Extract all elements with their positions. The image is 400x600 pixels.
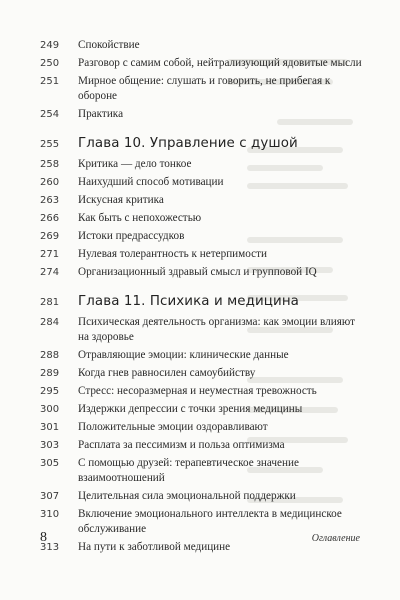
entry-title (78, 384, 370, 399)
entry-page-number: 295 (40, 386, 60, 397)
toc-entry[interactable] (40, 193, 370, 208)
entry-title-line: Искусная критика (78, 194, 164, 206)
entry-title-line: Включение эмоционального интеллекта в медицинское (78, 508, 342, 520)
entry-title-line: Целительная сила эмоциональной поддержки (78, 490, 296, 502)
entry-title (78, 420, 370, 435)
entry-page-number: 301 (40, 422, 60, 433)
entry-title-line: Наихудший способ мотивации (78, 176, 224, 188)
entry-title-line: Психическая деятельность организма: как эмоции влияют (78, 316, 355, 328)
toc-entry[interactable] (40, 366, 370, 381)
entry-page-number: 300 (40, 404, 60, 415)
entry-title-line: На пути к заботливой медицине (78, 541, 231, 553)
running-footer-section: Оглавление (311, 533, 360, 544)
entry-page-number: 303 (40, 440, 60, 451)
entry-page-number: 307 (40, 491, 60, 502)
toc-entry[interactable] (40, 211, 370, 226)
entry-page-number: 249 (40, 40, 60, 51)
entry-page-number: 269 (40, 231, 60, 242)
entry-title (78, 315, 370, 345)
entry-title-line: взаимоотношений (78, 472, 165, 484)
toc-entry[interactable] (40, 107, 370, 122)
toc-entry[interactable] (40, 175, 370, 190)
toc-entry[interactable] (40, 265, 370, 280)
entry-title-line: Издержки депрессии с точки зрения медицины (78, 403, 303, 415)
toc-entry[interactable] (40, 157, 370, 172)
toc-entry[interactable] (40, 348, 370, 363)
toc-entry[interactable] (40, 74, 370, 104)
entry-title (78, 38, 370, 53)
entry-title-line: Стресс: несоразмерная и неуместная тревожность (78, 385, 317, 397)
entry-title (78, 456, 370, 486)
entry-title-line: Разговор с самим собой, нейтрализующий ядовитые мысли (78, 57, 362, 69)
entry-title-line: Мирное общение: слушать и говорить, не прибегая к обороне (78, 75, 331, 102)
entry-title-line: Организационный здравый смысл и групповой IQ (78, 266, 317, 278)
entry-title-line: на здоровье (78, 331, 134, 343)
entry-title-line: Расплата за пессимизм и польза оптимизма (78, 439, 285, 451)
entry-page-number: 305 (40, 458, 60, 469)
entry-title (78, 348, 370, 363)
entry-title-line: Истоки предрассудков (78, 230, 185, 242)
entry-page-number: 258 (40, 159, 60, 170)
toc-entry[interactable] (40, 38, 370, 53)
entry-title (78, 265, 370, 280)
entry-title (78, 438, 370, 453)
entry-title-line: Отравляющие эмоции: клинические данные (78, 349, 289, 361)
entry-page-number: 310 (40, 509, 60, 520)
entry-title (78, 56, 370, 71)
chapter-title: Глава 11. Психика и медицина (78, 294, 299, 309)
entry-page-number: 263 (40, 195, 60, 206)
entry-title (78, 229, 370, 244)
entry-title-line: Положительные эмоции оздоравливают (78, 421, 268, 433)
entry-title (78, 175, 370, 190)
entry-title (78, 107, 370, 122)
entry-page-number: 288 (40, 350, 60, 361)
chapter-heading[interactable] (40, 294, 370, 309)
entry-title-line: обслуживание (78, 523, 147, 535)
table-of-contents (40, 38, 370, 558)
entry-title-line: Практика (78, 108, 124, 120)
toc-entry[interactable] (40, 438, 370, 453)
toc-entry[interactable] (40, 247, 370, 262)
chapter-heading[interactable] (40, 136, 370, 151)
entry-title-line: Как быть с непохожестью (78, 212, 202, 224)
entry-page-number: 313 (40, 542, 60, 553)
toc-entry[interactable] (40, 456, 370, 486)
entry-page-number: 260 (40, 177, 60, 188)
entry-title (78, 489, 370, 504)
entry-page-number: 251 (40, 76, 60, 87)
entry-title-line: Спокойствие (78, 39, 140, 51)
entry-page-number: 250 (40, 58, 60, 69)
toc-entry[interactable] (40, 229, 370, 244)
entry-title (78, 247, 370, 262)
entry-title (78, 402, 370, 417)
entry-page-number: 254 (40, 109, 60, 120)
entry-title (78, 366, 370, 381)
entry-title-line: Критика — дело тонкое (78, 158, 192, 170)
entry-title-line: Нулевая толерантность к нетерпимости (78, 248, 267, 260)
entry-page-number: 289 (40, 368, 60, 379)
entry-title (78, 211, 370, 226)
entry-title-line: С помощью друзей: терапевтическое значение (78, 457, 299, 469)
toc-entry[interactable] (40, 384, 370, 399)
toc-entry[interactable] (40, 420, 370, 435)
entry-title (78, 74, 370, 104)
entry-page-number: 284 (40, 317, 60, 328)
entry-page-number: 274 (40, 267, 60, 278)
chapter-page-number: 281 (40, 297, 60, 308)
chapter-title: Глава 10. Управление с душой (78, 136, 298, 151)
toc-entry[interactable] (40, 315, 370, 345)
entry-page-number: 266 (40, 213, 60, 224)
toc-entry[interactable] (40, 56, 370, 71)
toc-entry[interactable] (40, 402, 370, 417)
entry-title-line: Когда гнев равносилен самоубийству (78, 367, 256, 379)
entry-page-number: 271 (40, 249, 60, 260)
entry-title (78, 157, 370, 172)
chapter-page-number: 255 (40, 139, 60, 150)
toc-entry[interactable] (40, 489, 370, 504)
entry-title (78, 193, 370, 208)
page-number: 8 (40, 530, 47, 545)
